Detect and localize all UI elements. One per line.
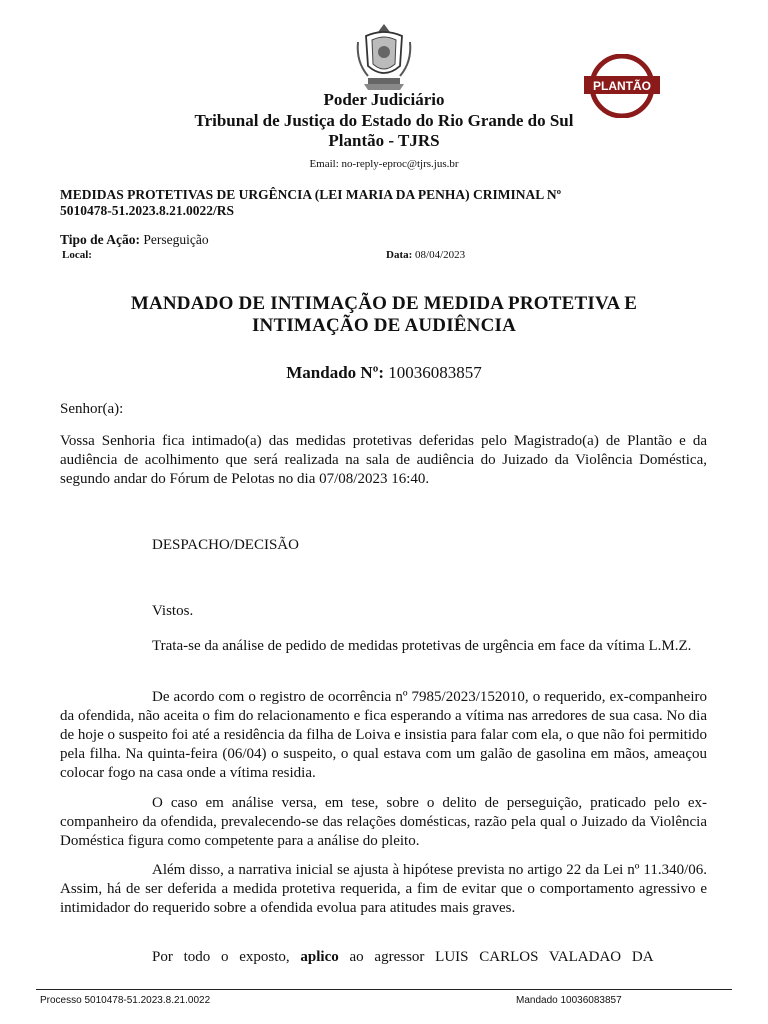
plantao-title: Plantão - TJRS bbox=[328, 131, 440, 150]
data-field bbox=[386, 249, 465, 261]
paragraph-1: Trata-se da análise de pedido de medidas protetivas de urgência em face da vítima L.M.Z. bbox=[152, 638, 692, 654]
mandado-label: Mandado Nº: bbox=[286, 363, 384, 382]
paragraph-5-bold: aplico bbox=[300, 949, 339, 965]
document-title-line2: INTIMAÇÃO DE AUDIÊNCIA bbox=[251, 315, 517, 336]
data-value: 08/04/2023 bbox=[415, 249, 466, 261]
tipo-acao-label: Tipo de Ação: bbox=[60, 232, 141, 247]
header-email: Email: no-reply-eproc@tjrs.jus.br bbox=[309, 158, 459, 170]
page-footer bbox=[36, 989, 732, 1006]
paragraph-4: Além disso, a narrativa inicial se ajusta à hipótese prevista no artigo 22 da Lei nº 11.340/06. Assim, há de ser deferida a medida protetiva requerida, a fim de evitar que o comportamento agressivo e intimidador do requerido sobre a ofendida evolua para atitudes mais graves. bbox=[60, 862, 707, 916]
mandado-number-line bbox=[0, 363, 768, 383]
intimation-paragraph: Vossa Senhoria fica intimado(a) das medidas protetivas deferidas pelo Magistrado(a) de Plantão e da audiência de acolhimento que será realizada na sala de audiência do Juizado da Violência Doméstica, segundo andar do Fórum de Pelotas no dia 07/08/2023 16:40. bbox=[60, 433, 707, 487]
data-label: Data: bbox=[386, 249, 413, 261]
process-number: 5010478-51.2023.8.21.0022/RS bbox=[60, 203, 235, 218]
footer-process: Processo 5010478-51.2023.8.21.0022 bbox=[40, 995, 211, 1006]
salutation: Senhor(a): bbox=[60, 401, 124, 417]
local-label: Local: bbox=[62, 249, 92, 261]
document-title-line1: MANDADO DE INTIMAÇÃO DE MEDIDA PROTETIVA E bbox=[130, 293, 638, 314]
paragraph-3: O caso em análise versa, em tese, sobre o delito de perseguição, praticado pelo ex-companheiro da ofendida, prevalecendo-se das relações domésticas, razão pela qual o Juizado da Violência Doméstica figura como competente para a análise do pleito. bbox=[60, 795, 707, 849]
tipo-acao-value: Perseguição bbox=[143, 232, 209, 247]
paragraph-5 bbox=[60, 948, 707, 967]
process-title bbox=[60, 187, 710, 219]
stamp-label: PLANTÃO bbox=[593, 79, 651, 93]
process-title-line1: MEDIDAS PROTETIVAS DE URGÊNCIA (LEI MARIA DA PENHA) CRIMINAL Nº bbox=[60, 187, 562, 202]
paragraph-2: De acordo com o registro de ocorrência nº 7985/2023/152010, o requerido, ex-companheiro da ofendida, não aceita o fim do relacionamento e fica esperando a vítima nas arredores de sua casa. No dia de hoje o suspeito foi até a residência da filha de Loiva e insistia para falar com ela, o que não foi permitido pela filha. Na quinta-feira (06/04) o suspeito, o qual estava com um galão de gasolina em mãos, ameaçou colocar fogo na casa onde a vítima residia. bbox=[60, 689, 707, 781]
tipo-acao bbox=[60, 232, 209, 248]
footer-mandado: Mandado 10036083857 bbox=[516, 995, 622, 1006]
coat-of-arms-icon bbox=[354, 22, 414, 92]
paragraph-5-end: ao agressor LUIS CARLOS VALADAO DA bbox=[349, 949, 654, 965]
mandado-number: 10036083857 bbox=[388, 363, 482, 382]
paragraph-5-start: Por todo o exposto, bbox=[152, 949, 290, 965]
despacho-heading: DESPACHO/DECISÃO bbox=[152, 537, 299, 553]
court-name: Tribunal de Justiça do Estado do Rio Grande do Sul bbox=[194, 111, 574, 130]
vistos-text: Vistos. bbox=[152, 603, 194, 619]
org-name: Poder Judiciário bbox=[323, 90, 445, 109]
